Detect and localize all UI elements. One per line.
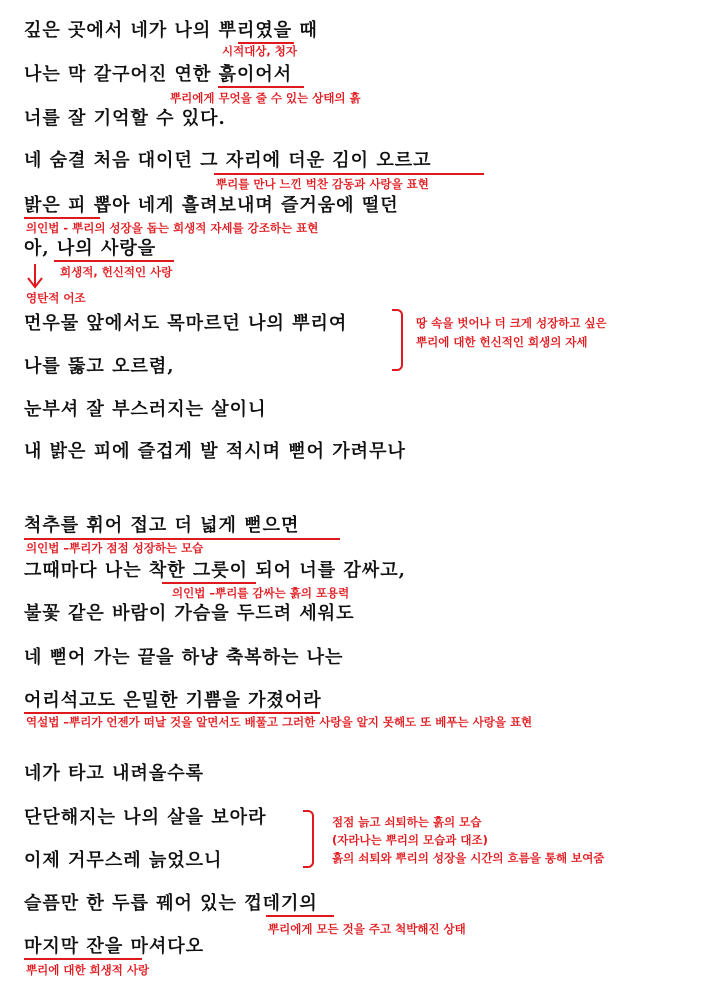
poem-line-2: 나는 막 갈구어진 연한 흙이어서: [24, 64, 293, 85]
annotation-11b: (자라나는 뿌리의 모습과 대조): [332, 833, 488, 847]
poem-line-17: 단단해지는 나의 살을 보아라: [24, 807, 267, 828]
underline-4: [24, 217, 100, 219]
annotation-1: 시적대상, 청자: [222, 44, 298, 58]
poem-line-5: 밝은 피 뽑아 네게 흘려보내며 즐거움에 떨던: [24, 195, 399, 216]
annotation-5: 희생적, 헌신적인 사랑: [60, 265, 173, 279]
underline-8: [24, 712, 320, 714]
annotation-7b: 뿌리에 대한 헌신적인 희생의 자세: [416, 335, 588, 349]
down-arrow-icon: [25, 262, 45, 290]
poem-line-4: 네 숨결 처음 대이던 그 자리에 더운 김이 오르고: [24, 150, 432, 171]
annotation-10: 역설법 –뿌리가 언젠가 떠날 것을 알면서도 배풀고 그러한 사랑을 알지 못해도 또 베푸는 사랑을 표현: [26, 715, 533, 729]
poem-line-3: 너를 잘 기억할 수 있다.: [24, 108, 226, 129]
poem-line-8: 나를 뚫고 오르렴,: [24, 356, 175, 377]
poem-line-7: 먼우물 앞에서도 목마르던 나의 뿌리여: [24, 313, 348, 334]
underline-6: [24, 538, 340, 540]
poem-line-11: 척추를 휘어 접고 더 넓게 뻗으면: [24, 515, 300, 536]
poem-line-1: 깊은 곳에서 네가 나의 뿌리였을 때: [24, 20, 318, 41]
annotation-11c: 흙의 쇠퇴와 뿌리의 성장을 시간의 흐름을 통해 보여줌: [332, 851, 605, 865]
underline-5: [54, 260, 174, 262]
annotation-11a: 점점 늙고 쇠퇴하는 흙의 모습: [332, 815, 482, 829]
underline-10: [24, 958, 142, 960]
annotation-6: 영탄적 어조: [26, 291, 86, 305]
annotation-7a: 땅 속을 벗어나 더 크게 성장하고 싶은: [416, 316, 607, 330]
poem-line-10: 내 밝은 피에 즐겁게 발 적시며 뻗어 가려무나: [24, 441, 406, 462]
annotation-3: 뿌리를 만나 느낀 벅찬 감동과 사랑을 표현: [216, 177, 429, 191]
poem-line-14: 네 뻗어 가는 끝을 하냥 축복하는 나는: [24, 647, 344, 668]
poem-line-13: 불꽃 같은 바람이 가슴을 두드려 세워도: [24, 603, 355, 624]
annotation-13: 뿌리에 대한 희생적 사랑: [26, 963, 150, 977]
annotation-12: 뿌리에게 모든 것을 주고 척박해진 상태: [268, 922, 466, 936]
underline-2: [218, 86, 304, 88]
poem-line-19: 슬픔만 한 두릅 꿰어 있는 껍데기의: [24, 893, 318, 914]
annotation-2: 뿌리에게 무엇을 줄 수 있는 상태의 흙: [170, 91, 361, 105]
annotation-9: 의인법 –뿌리를 감싸는 흙의 포용력: [172, 586, 350, 600]
poem-line-12: 그때마다 나는 착한 그릇이 되어 너를 감싸고,: [24, 560, 406, 581]
poem-line-16: 네가 타고 내려올수록: [24, 763, 205, 784]
poem-line-15: 어리석고도 은밀한 기쁨을 가졌어라: [24, 690, 322, 711]
bracket-1: [392, 309, 403, 371]
annotation-8: 의인법 –뿌리가 점점 성장하는 모습: [26, 541, 204, 555]
poem-line-18: 이제 거무스레 늙었으니: [24, 850, 223, 871]
annotation-4: 의인법 - 뿌리의 성장을 돕는 희생적 자세를 강조하는 표현: [26, 221, 319, 235]
underline-7: [162, 582, 256, 584]
poem-line-20: 마지막 잔을 마셔다오: [24, 936, 205, 957]
poem-line-9: 눈부셔 잘 부스러지는 살이니: [24, 399, 267, 420]
underline-9: [266, 915, 334, 917]
underline-3: [214, 173, 484, 175]
bracket-2: [303, 810, 314, 868]
poem-line-6: 아, 나의 사랑을: [24, 238, 157, 259]
